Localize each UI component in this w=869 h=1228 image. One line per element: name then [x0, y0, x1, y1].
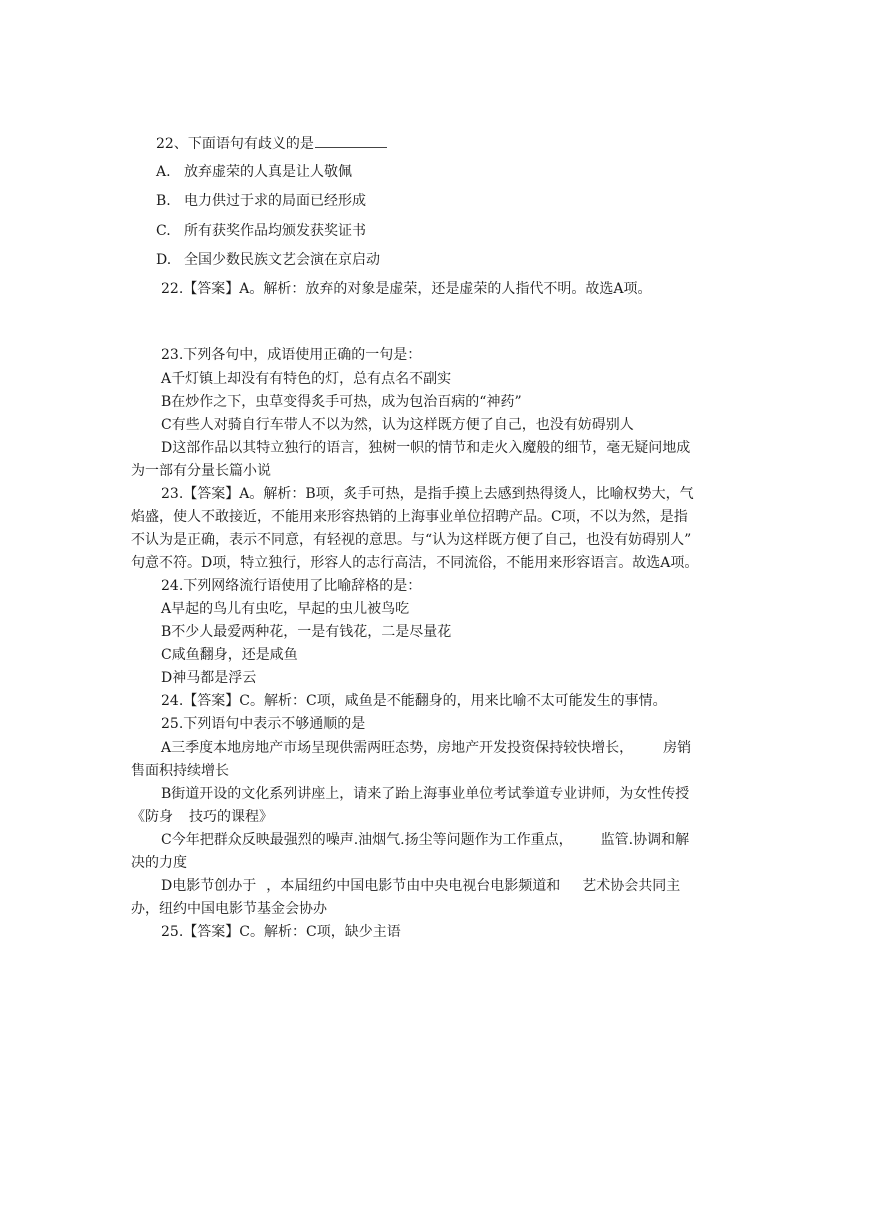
- q25-option-c-cont: 决的力度: [131, 855, 187, 871]
- q25-question: 25.下列语句中表示不够通顺的是: [161, 716, 366, 732]
- q23-option-a: A千灯镇上却没有有特色的灯，总有点名不副实: [161, 371, 452, 387]
- q22-option-b: B. 电力供过于求的局面已经形成: [156, 193, 366, 209]
- q24-question: 24.下列网络流行语使用了比喻辞格的是：: [161, 578, 422, 594]
- q24-option-b: B不少人最爱两种花，一是有钱花，二是尽量花: [161, 624, 452, 640]
- q25-option-b: B街道开设的文化系列讲座上，请来了跆上海事业单位考试拳道专业讲师，为女性传授: [161, 786, 690, 802]
- q22-question: 22、下面语句有歧义的是: [156, 133, 387, 154]
- q23-answer-line-2: 焰盛，使人不敢接近，不能用来形容热销的上海事业单位招聘产品。C项，不以为然，是指: [131, 509, 688, 525]
- q22-option-c: C. 所有获奖作品均颁发获奖证书: [156, 223, 366, 239]
- q25-option-a: A三季度本地房地产市场呈现供需两旺态势，房地产开发投资保持较快增长， 房销: [161, 740, 692, 756]
- q22-answer: 22.【答案】A。解析：放弃的对象是虚荣，还是虚荣的人指代不明。故选A项。: [161, 281, 652, 297]
- q22-option-d: D. 全国少数民族文艺会演在京启动: [156, 252, 380, 268]
- q23-answer-line-3: 不认为是正确，表示不同意，有轻视的意思。与“认为这样既方便了自己，也没有妨碍别人”: [131, 532, 692, 548]
- q25-option-b-cont: 《防身 技巧的课程》: [131, 809, 273, 825]
- q23-question: 23.下列各句中，成语使用正确的一句是：: [161, 347, 422, 363]
- q23-option-d-cont: 为一部有分量长篇小说: [131, 463, 271, 479]
- q23-option-b: B在炒作之下，虫草变得炙手可热，成为包治百病的“神药”: [161, 394, 522, 410]
- q25-option-c: C今年把群众反映最强烈的噪声.油烟气.扬尘等问题作为工作重点， 监管.协调和解: [161, 832, 690, 848]
- q23-option-c: C有些人对骑自行车带人不以为然，认为这样既方便了自己，也没有妨碍别人: [161, 417, 634, 433]
- q23-answer-line-4: 句意不符。D项，特立独行，形容人的志行高洁，不同流俗，不能用来形容语言。故选A项。: [131, 555, 699, 571]
- q24-option-a: A早起的鸟儿有虫吃，早起的虫儿被鸟吃: [161, 601, 410, 617]
- q24-answer: 24.【答案】C。解析：C项，咸鱼是不能翻身的，用来比喻不太可能发生的事情。: [161, 693, 667, 709]
- q23-answer-line-1: 23.【答案】A。解析：B项，炙手可热，是指手摸上去感到热得烫人，比喻权势大，气: [161, 486, 694, 502]
- q23-option-d: D这部作品以其特立独行的语言，独树一帜的情节和走火入魔般的细节，毫无疑问地成: [161, 440, 691, 456]
- answer-blank: [315, 133, 387, 148]
- q25-option-a-cont: 售面积持续增长: [131, 763, 229, 779]
- q24-option-d: D神马都是浮云: [161, 670, 257, 686]
- q25-answer: 25.【答案】C。解析：C项，缺少主语: [161, 924, 401, 940]
- q24-option-c: C咸鱼翻身，还是咸鱼: [161, 647, 298, 663]
- q25-option-d: D电影节创办于 ，本届纽约中国电影节由中央电视台电影频道和 艺术协会共同主: [161, 878, 681, 894]
- q25-option-d-cont: 办，纽约中国电影节基金会协办: [131, 901, 327, 917]
- q22-option-a: A. 放弃虚荣的人真是让人敬佩: [156, 164, 352, 180]
